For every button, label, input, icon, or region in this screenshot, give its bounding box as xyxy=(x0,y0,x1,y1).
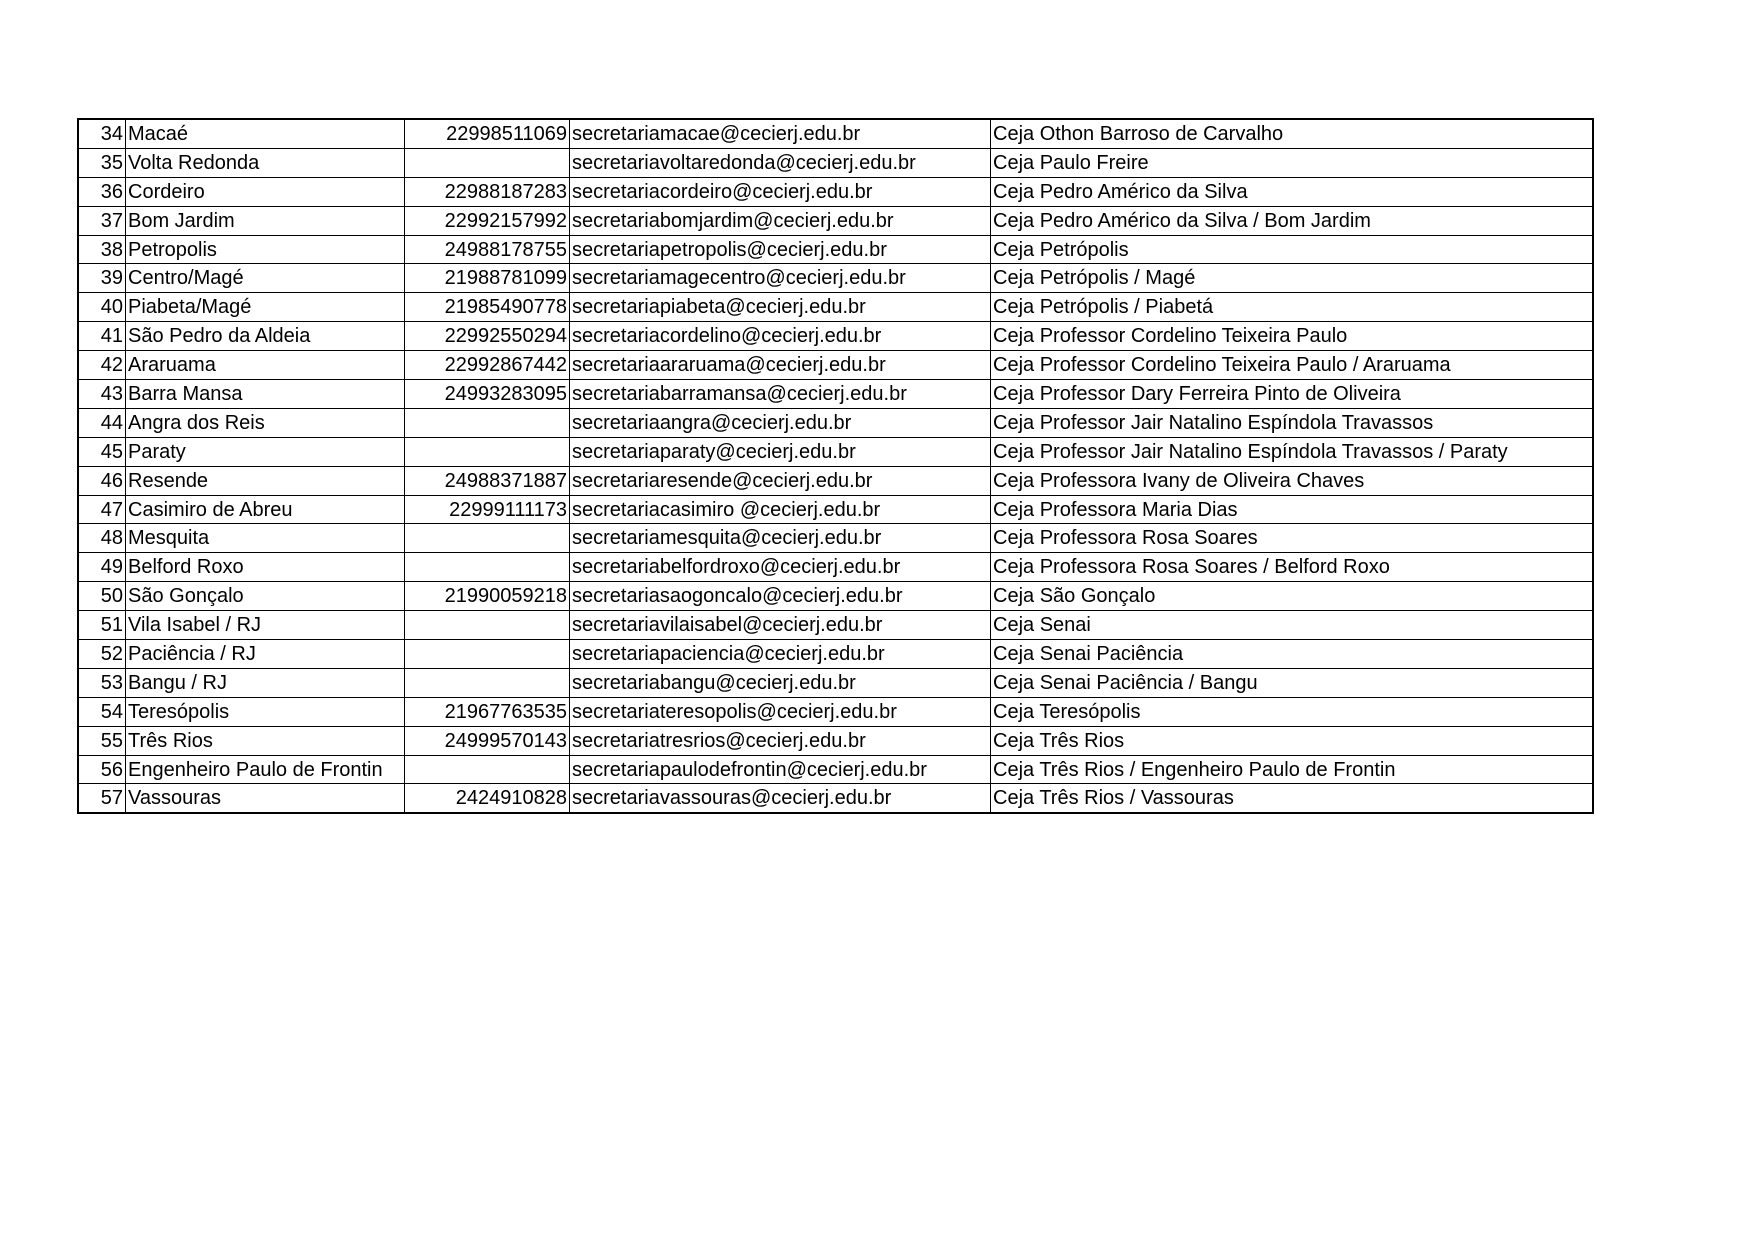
unit-name-cell: Ceja Petrópolis / Piabetá xyxy=(991,293,1594,322)
unit-name-cell: Ceja Professora Rosa Soares / Belford Roxo xyxy=(991,553,1594,582)
row-number-cell: 50 xyxy=(78,582,126,611)
email-cell: secretariapiabeta@cecierj.edu.br xyxy=(570,293,991,322)
row-number-cell: 45 xyxy=(78,437,126,466)
phone-cell: 22988187283 xyxy=(405,177,570,206)
table-row xyxy=(78,640,1593,669)
city-cell: Resende xyxy=(126,466,405,495)
email-cell: secretariasaogoncalo@cecierj.edu.br xyxy=(570,582,991,611)
row-number-cell: 49 xyxy=(78,553,126,582)
row-number-cell: 36 xyxy=(78,177,126,206)
email-cell: secretariabomjardim@cecierj.edu.br xyxy=(570,206,991,235)
table-row xyxy=(78,148,1593,177)
phone-cell: 21985490778 xyxy=(405,293,570,322)
table-row xyxy=(78,293,1593,322)
phone-cell: 24988371887 xyxy=(405,466,570,495)
city-cell: Três Rios xyxy=(126,726,405,755)
contact-table-body xyxy=(78,119,1593,813)
unit-name-cell: Ceja Professor Jair Natalino Espíndola Travassos xyxy=(991,408,1594,437)
table-row xyxy=(78,668,1593,697)
phone-cell: 2424910828 xyxy=(405,784,570,813)
email-cell: secretariapaulodefrontin@cecierj.edu.br xyxy=(570,755,991,784)
row-number-cell: 53 xyxy=(78,668,126,697)
table-row xyxy=(78,408,1593,437)
table-row xyxy=(78,264,1593,293)
phone-cell: 22999111173 xyxy=(405,495,570,524)
email-cell: secretariaparaty@cecierj.edu.br xyxy=(570,437,991,466)
unit-name-cell: Ceja Professor Jair Natalino Espíndola Travassos / Paraty xyxy=(991,437,1594,466)
unit-name-cell: Ceja Othon Barroso de Carvalho xyxy=(991,119,1594,148)
email-cell: secretariatresrios@cecierj.edu.br xyxy=(570,726,991,755)
row-number-cell: 38 xyxy=(78,235,126,264)
email-cell: secretariacasimiro @cecierj.edu.br xyxy=(570,495,991,524)
unit-name-cell: Ceja Teresópolis xyxy=(991,697,1594,726)
email-cell: secretariavoltaredonda@cecierj.edu.br xyxy=(570,148,991,177)
phone-cell xyxy=(405,611,570,640)
city-cell: Volta Redonda xyxy=(126,148,405,177)
row-number-cell: 42 xyxy=(78,351,126,380)
phone-cell: 22992867442 xyxy=(405,351,570,380)
table-row xyxy=(78,784,1593,813)
phone-cell: 24999570143 xyxy=(405,726,570,755)
email-cell: secretariabangu@cecierj.edu.br xyxy=(570,668,991,697)
row-number-cell: 39 xyxy=(78,264,126,293)
unit-name-cell: Ceja Pedro Américo da Silva xyxy=(991,177,1594,206)
table-row xyxy=(78,437,1593,466)
row-number-cell: 52 xyxy=(78,640,126,669)
unit-name-cell: Ceja Professor Cordelino Teixeira Paulo xyxy=(991,322,1594,351)
table-row xyxy=(78,755,1593,784)
unit-name-cell: Ceja Três Rios xyxy=(991,726,1594,755)
city-cell: Mesquita xyxy=(126,524,405,553)
table-row xyxy=(78,380,1593,409)
phone-cell: 21967763535 xyxy=(405,697,570,726)
city-cell: Belford Roxo xyxy=(126,553,405,582)
email-cell: secretariamacae@cecierj.edu.br xyxy=(570,119,991,148)
phone-cell: 21988781099 xyxy=(405,264,570,293)
city-cell: Vassouras xyxy=(126,784,405,813)
email-cell: secretariacordelino@cecierj.edu.br xyxy=(570,322,991,351)
row-number-cell: 55 xyxy=(78,726,126,755)
table-row xyxy=(78,553,1593,582)
phone-cell: 24988178755 xyxy=(405,235,570,264)
phone-cell: 21990059218 xyxy=(405,582,570,611)
table-row xyxy=(78,524,1593,553)
table-row xyxy=(78,697,1593,726)
row-number-cell: 43 xyxy=(78,380,126,409)
phone-cell: 24993283095 xyxy=(405,380,570,409)
city-cell: Bangu / RJ xyxy=(126,668,405,697)
unit-name-cell: Ceja Senai Paciência / Bangu xyxy=(991,668,1594,697)
unit-name-cell: Ceja São Gonçalo xyxy=(991,582,1594,611)
table-row xyxy=(78,206,1593,235)
unit-name-cell: Ceja Três Rios / Engenheiro Paulo de Frontin xyxy=(991,755,1594,784)
email-cell: secretariamagecentro@cecierj.edu.br xyxy=(570,264,991,293)
email-cell: secretariabelfordroxo@cecierj.edu.br xyxy=(570,553,991,582)
city-cell: Bom Jardim xyxy=(126,206,405,235)
email-cell: secretariateresopolis@cecierj.edu.br xyxy=(570,697,991,726)
unit-name-cell: Ceja Professora Ivany de Oliveira Chaves xyxy=(991,466,1594,495)
row-number-cell: 40 xyxy=(78,293,126,322)
unit-name-cell: Ceja Três Rios / Vassouras xyxy=(991,784,1594,813)
email-cell: secretariapaciencia@cecierj.edu.br xyxy=(570,640,991,669)
table-row xyxy=(78,726,1593,755)
city-cell: Engenheiro Paulo de Frontin xyxy=(126,755,405,784)
unit-name-cell: Ceja Petrópolis xyxy=(991,235,1594,264)
email-cell: secretariavassouras@cecierj.edu.br xyxy=(570,784,991,813)
city-cell: São Gonçalo xyxy=(126,582,405,611)
phone-cell xyxy=(405,437,570,466)
table-row xyxy=(78,495,1593,524)
city-cell: Cordeiro xyxy=(126,177,405,206)
table-row xyxy=(78,582,1593,611)
city-cell: Macaé xyxy=(126,119,405,148)
unit-name-cell: Ceja Professor Cordelino Teixeira Paulo / Araruama xyxy=(991,351,1594,380)
unit-name-cell: Ceja Professora Maria Dias xyxy=(991,495,1594,524)
phone-cell xyxy=(405,553,570,582)
phone-cell: 22992157992 xyxy=(405,206,570,235)
phone-cell: 22992550294 xyxy=(405,322,570,351)
email-cell: secretariaangra@cecierj.edu.br xyxy=(570,408,991,437)
unit-name-cell: Ceja Pedro Américo da Silva / Bom Jardim xyxy=(991,206,1594,235)
email-cell: secretariaararuama@cecierj.edu.br xyxy=(570,351,991,380)
phone-cell xyxy=(405,148,570,177)
table-row xyxy=(78,466,1593,495)
email-cell: secretariabarramansa@cecierj.edu.br xyxy=(570,380,991,409)
phone-cell: 22998511069 xyxy=(405,119,570,148)
row-number-cell: 41 xyxy=(78,322,126,351)
unit-name-cell: Ceja Paulo Freire xyxy=(991,148,1594,177)
email-cell: secretariapetropolis@cecierj.edu.br xyxy=(570,235,991,264)
row-number-cell: 44 xyxy=(78,408,126,437)
table-row xyxy=(78,119,1593,148)
phone-cell xyxy=(405,668,570,697)
row-number-cell: 37 xyxy=(78,206,126,235)
row-number-cell: 48 xyxy=(78,524,126,553)
unit-name-cell: Ceja Senai Paciência xyxy=(991,640,1594,669)
row-number-cell: 34 xyxy=(78,119,126,148)
row-number-cell: 57 xyxy=(78,784,126,813)
city-cell: Vila Isabel / RJ xyxy=(126,611,405,640)
city-cell: São Pedro da Aldeia xyxy=(126,322,405,351)
table-row xyxy=(78,235,1593,264)
row-number-cell: 35 xyxy=(78,148,126,177)
table-row xyxy=(78,351,1593,380)
table-row xyxy=(78,322,1593,351)
city-cell: Paciência / RJ xyxy=(126,640,405,669)
city-cell: Casimiro de Abreu xyxy=(126,495,405,524)
city-cell: Centro/Magé xyxy=(126,264,405,293)
phone-cell xyxy=(405,640,570,669)
row-number-cell: 54 xyxy=(78,697,126,726)
city-cell: Barra Mansa xyxy=(126,380,405,409)
row-number-cell: 47 xyxy=(78,495,126,524)
city-cell: Angra dos Reis xyxy=(126,408,405,437)
city-cell: Araruama xyxy=(126,351,405,380)
unit-name-cell: Ceja Petrópolis / Magé xyxy=(991,264,1594,293)
email-cell: secretariamesquita@cecierj.edu.br xyxy=(570,524,991,553)
row-number-cell: 46 xyxy=(78,466,126,495)
city-cell: Piabeta/Magé xyxy=(126,293,405,322)
email-cell: secretariaresende@cecierj.edu.br xyxy=(570,466,991,495)
city-cell: Petropolis xyxy=(126,235,405,264)
contact-table xyxy=(77,118,1594,814)
row-number-cell: 51 xyxy=(78,611,126,640)
email-cell: secretariavilaisabel@cecierj.edu.br xyxy=(570,611,991,640)
unit-name-cell: Ceja Professora Rosa Soares xyxy=(991,524,1594,553)
table-row xyxy=(78,611,1593,640)
phone-cell xyxy=(405,524,570,553)
unit-name-cell: Ceja Senai xyxy=(991,611,1594,640)
unit-name-cell: Ceja Professor Dary Ferreira Pinto de Oliveira xyxy=(991,380,1594,409)
row-number-cell: 56 xyxy=(78,755,126,784)
phone-cell xyxy=(405,755,570,784)
phone-cell xyxy=(405,408,570,437)
city-cell: Teresópolis xyxy=(126,697,405,726)
email-cell: secretariacordeiro@cecierj.edu.br xyxy=(570,177,991,206)
city-cell: Paraty xyxy=(126,437,405,466)
table-row xyxy=(78,177,1593,206)
